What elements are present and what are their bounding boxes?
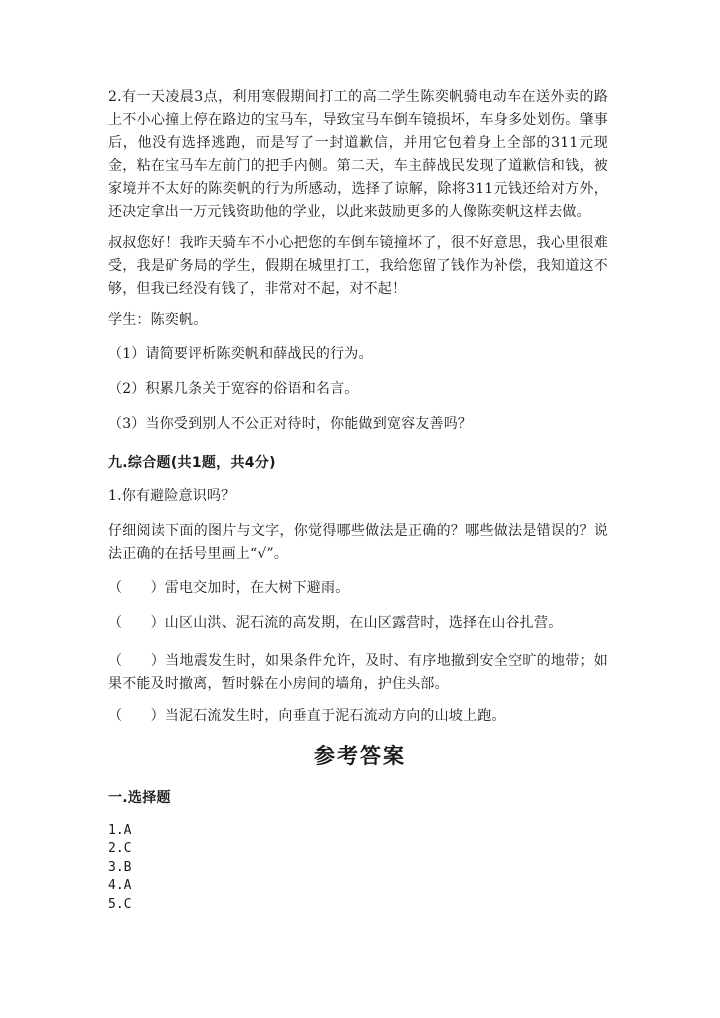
sub-question-1: （1）请简要评析陈奕帆和薛战民的行为。 <box>108 346 373 362</box>
letter-signature: 学生：陈奕帆。 <box>108 312 208 328</box>
question-2-story: 2.有一天凌晨3点，利用寒假期间打工的高二学生陈奕帆骑电动车在送外卖的路上不小心撞上停在路边的宝马车，导致宝马车倒车镜损坏，车身多处划伤。肇事后，他没有选择逃跑，而是写了一封道歉信，并用它包着身上全部的311元现金，粘在宝马车左前门的把手内侧。第二天，车主薛战民发现了道歉信和钱，被家境并不太好的陈奕帆的行为所感动，选择了谅解，除将311元钱还给对方外，还决定拿出一万元钱资助他的学业，以此来鼓励更多的人像陈奕帆这样去做。 <box>108 89 608 220</box>
sub-question-3: （3）当你受到别人不公正对待时，你能做到宽容友善吗？ <box>108 416 473 432</box>
section-9-heading: 九.综合题(共1题，共4分) <box>108 455 276 471</box>
answer-item: 2.C <box>108 841 132 857</box>
answer-key-title: 参考答案 <box>314 743 406 768</box>
sub-question-2: （2）积累几条关于宽容的俗语和名言。 <box>108 381 359 397</box>
safety-item-1: （ ）雷电交加时，在大树下避雨。 <box>108 580 350 596</box>
section-9-instruction: 仔细阅读下面的图片与文字，你觉得哪些做法是正确的？哪些做法是错误的？说法正确的在括号里画上“√”。 <box>108 523 608 562</box>
answer-item: 1.A <box>108 823 132 838</box>
answer-section-heading: 一.选择题 <box>108 790 171 806</box>
answer-item: 5.C <box>108 896 132 912</box>
answer-item: 4.A <box>108 878 132 894</box>
safety-item-2: （ ）山区山洪、泥石流的高发期，在山区露营时，选择在山谷扎营。 <box>108 615 563 631</box>
answer-list <box>108 822 131 914</box>
section-9-question: 1.你有避险意识吗？ <box>108 488 236 504</box>
safety-item-3: （ ）当地震发生时，如果条件允许，及时、有序地撤到安全空旷的地带；如果不能及时撤离，暂时躲在小房间的墙角，护住头部。 <box>108 653 608 692</box>
safety-item-4: （ ）当泥石流发生时，向垂直于泥石流动方向的山坡上跑。 <box>108 708 506 724</box>
apology-letter: 叔叔您好！我昨天骑车不小心把您的车倒车镜撞坏了，很不好意思，我心里很难受，我是矿务局的学生，假期在城里打工，我给您留了钱作为补偿，我知道这不够，但我已经没有钱了，非常对不起，对不起！ <box>108 235 608 297</box>
answer-item: 3.B <box>108 859 132 875</box>
